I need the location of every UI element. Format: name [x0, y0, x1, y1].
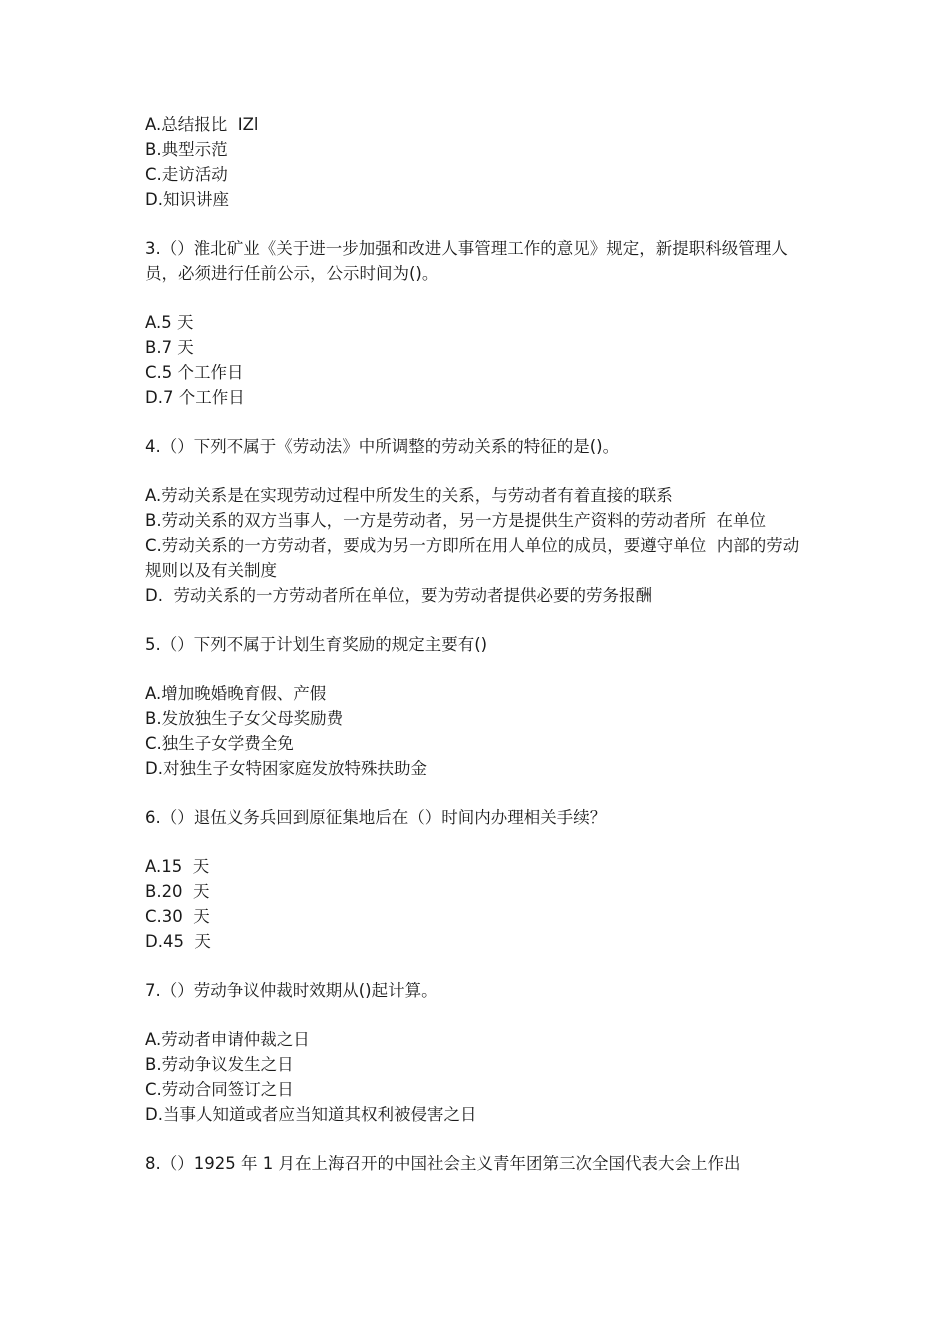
option-d: D.45 天 [145, 932, 211, 951]
option-a: A.总结报比 IZl [145, 115, 259, 134]
option-b: B.典型示范 [145, 140, 228, 159]
option-a: A.增加晚婚晚育假、产假 [145, 684, 327, 703]
option-list [145, 483, 815, 608]
document-page [145, 112, 815, 1176]
question-7: 7.（）劳动争议仲裁时效期从()起计算。 [145, 981, 438, 1000]
option-c: C.5 个工作日 [145, 363, 244, 382]
option-c: C.劳动关系的一方劳动者，要成为另一方即所在用人单位的成员，要遵守单位 内部的劳动规则以及有关制度 [145, 536, 800, 580]
option-b: B.劳动关系的双方当事人，一方是劳动者，另一方是提供生产资料的劳动者所 在单位 [145, 511, 767, 530]
option-list [145, 112, 815, 212]
option-b: B.7 天 [145, 338, 194, 357]
option-list [145, 1027, 815, 1127]
option-a: A.劳动者申请仲裁之日 [145, 1030, 310, 1049]
option-list [145, 854, 815, 954]
option-list [145, 681, 815, 781]
question-5: 5.（）下列不属于计划生育奖励的规定主要有() [145, 635, 488, 654]
option-c: C.独生子女学费全免 [145, 734, 294, 753]
option-c: C.走访活动 [145, 165, 228, 184]
question-6: 6.（）退伍义务兵回到原征集地后在（）时间内办理相关手续？ [145, 808, 607, 827]
question-3: 3.（）淮北矿业《关于进一步加强和改进人事管理工作的意见》规定，新提职科级管理人员，必须进行任前公示，公示时间为()。 [145, 239, 788, 283]
option-list [145, 310, 815, 410]
question-4: 4.（）下列不属于《劳动法》中所调整的劳动关系的特征的是()。 [145, 437, 620, 456]
option-d: D.7 个工作日 [145, 388, 245, 407]
option-c: C.劳动合同签订之日 [145, 1080, 294, 1099]
option-d: D.对独生子女特困家庭发放特殊扶助金 [145, 759, 427, 778]
option-a: A.劳动关系是在实现劳动过程中所发生的关系，与劳动者有着直接的联系 [145, 486, 673, 505]
option-b: B.劳动争议发生之日 [145, 1055, 294, 1074]
question-8: 8.（）1925 年 1 月在上海召开的中国社会主义青年团第三次全国代表大会上作出 [145, 1154, 741, 1173]
option-d: D. 劳动关系的一方劳动者所在单位，要为劳动者提供必要的劳务报酬 [145, 586, 652, 605]
option-b: B.发放独生子女父母奖励费 [145, 709, 344, 728]
option-a: A.5 天 [145, 313, 194, 332]
option-d: D.当事人知道或者应当知道其权利被侵害之日 [145, 1105, 477, 1124]
option-b: B.20 天 [145, 882, 210, 901]
option-d: D.知识讲座 [145, 190, 229, 209]
option-a: A.15 天 [145, 857, 210, 876]
option-c: C.30 天 [145, 907, 210, 926]
